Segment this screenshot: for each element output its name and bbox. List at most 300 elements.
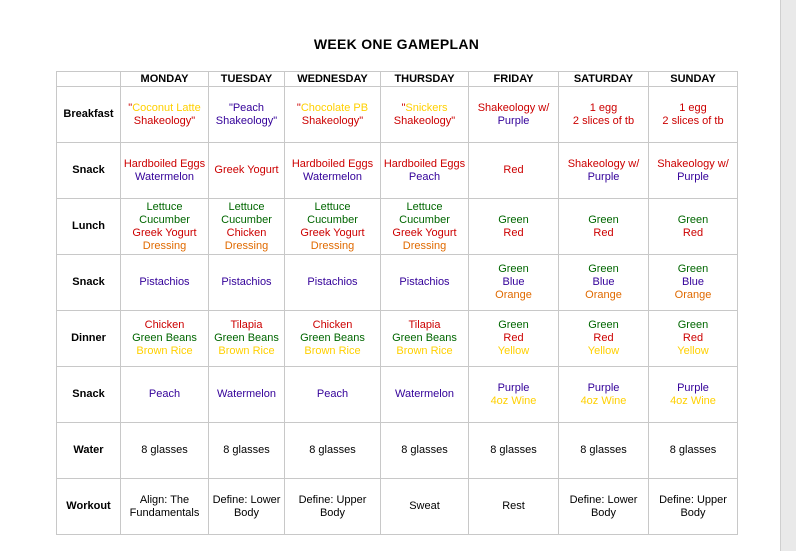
cell-line — [211, 201, 282, 214]
cell-line — [211, 214, 282, 227]
cell-text: Brown Rice — [218, 345, 275, 357]
cell-line — [561, 214, 646, 227]
cell-line — [471, 382, 556, 395]
cell-line — [287, 102, 378, 115]
cell-text: Dressing — [224, 239, 269, 252]
cell-line — [651, 115, 735, 128]
cell-text: Shakeology" — [133, 114, 196, 127]
plan-cell — [209, 367, 285, 423]
cell-text: Purple — [497, 381, 530, 394]
cell-line — [211, 332, 282, 345]
cell-line — [287, 276, 378, 289]
cell-text: Red — [503, 226, 524, 239]
cell-text: Shakeology w/ — [477, 101, 550, 114]
cell-text: Green — [677, 319, 709, 331]
cell-line — [561, 158, 646, 171]
plan-cell — [285, 199, 381, 255]
cell-line — [561, 395, 646, 408]
cell-line — [123, 201, 206, 214]
plan-cell — [381, 255, 469, 311]
plan-cell — [559, 87, 649, 143]
cell-text: Green Beans — [214, 332, 279, 344]
cell-text: Purple — [587, 170, 620, 183]
cell-line — [471, 289, 556, 302]
plan-cell — [469, 143, 559, 199]
cell-text: Green — [498, 263, 529, 275]
plan-cell — [209, 311, 285, 367]
cell-line — [651, 444, 735, 457]
plan-cell — [469, 367, 559, 423]
cell-line — [651, 214, 735, 227]
cell-text: Coconut Latte — [132, 101, 201, 114]
cell-text: Green Beans — [300, 332, 365, 344]
cell-line — [287, 214, 378, 227]
cell-line — [211, 507, 282, 520]
plan-cell — [649, 479, 738, 535]
cell-line — [651, 102, 735, 115]
plan-cell — [121, 143, 209, 199]
plan-cell — [381, 143, 469, 199]
cell-line — [287, 332, 378, 345]
cell-line — [471, 319, 556, 332]
cell-text: Hardboiled Eggs — [291, 157, 374, 170]
cell-line — [383, 201, 466, 214]
cell-text: Red — [593, 332, 614, 344]
cell-text: Purple — [677, 381, 709, 394]
cell-line — [383, 115, 466, 128]
cell-line — [471, 115, 556, 128]
cell-text: Red — [503, 164, 524, 176]
cell-text: Blue — [681, 276, 705, 288]
cell-text: Yellow — [497, 345, 530, 357]
cell-text: Purple — [677, 170, 709, 183]
plan-cell — [559, 255, 649, 311]
cell-line — [123, 388, 206, 401]
cell-line — [383, 388, 466, 401]
plan-cell — [381, 199, 469, 255]
cell-line — [287, 201, 378, 214]
corner-cell — [57, 72, 121, 87]
cell-line — [123, 102, 206, 115]
cell-text: Orange — [495, 289, 532, 301]
plan-cell — [649, 367, 738, 423]
cell-text: Peach — [316, 388, 349, 400]
cell-text: Brown Rice — [396, 345, 453, 357]
cell-line — [561, 227, 646, 240]
cell-text: Dressing — [310, 239, 355, 252]
cell-text: Define: Lower — [569, 493, 638, 506]
cell-line — [383, 102, 466, 115]
cell-line — [123, 345, 206, 358]
cell-line — [561, 171, 646, 184]
cell-line — [471, 164, 556, 177]
cell-line — [383, 276, 466, 289]
plan-cell — [121, 423, 209, 479]
cell-line — [211, 345, 282, 358]
cell-text: Watermelon — [135, 170, 194, 183]
plan-cell — [559, 311, 649, 367]
cell-line — [651, 494, 735, 507]
cell-text: Pistachios — [221, 276, 272, 288]
cell-text: Define: Upper — [659, 493, 727, 506]
cell-line — [651, 507, 735, 520]
cell-line — [287, 171, 378, 184]
cell-line — [383, 214, 466, 227]
cell-text: Align: The — [139, 493, 190, 506]
cell-line — [651, 227, 735, 240]
plan-cell — [121, 87, 209, 143]
cell-line — [471, 444, 556, 457]
plan-cell — [559, 479, 649, 535]
cell-text: Peach — [408, 170, 441, 183]
cell-line — [123, 276, 206, 289]
cell-text: Brown Rice — [136, 345, 193, 357]
cell-text: Cucumber — [221, 213, 272, 226]
cell-text: Pistachios — [139, 276, 190, 288]
plan-cell — [121, 255, 209, 311]
cell-line — [561, 345, 646, 358]
cell-line — [211, 240, 282, 253]
cell-text: "Peach — [228, 101, 265, 114]
plan-cell — [381, 479, 469, 535]
cell-text: Cucumber — [307, 213, 358, 226]
cell-line — [123, 158, 206, 171]
row-label: Workout — [57, 479, 121, 535]
cell-line — [287, 158, 378, 171]
cell-line — [471, 276, 556, 289]
cell-line — [651, 382, 735, 395]
plan-cell — [469, 87, 559, 143]
cell-text: 8 glasses — [669, 444, 717, 456]
cell-text: Green — [588, 263, 619, 275]
day-header: SATURDAY — [559, 72, 649, 87]
cell-line — [471, 332, 556, 345]
cell-text: Watermelon — [217, 388, 276, 400]
table-row — [57, 143, 738, 199]
cell-line — [471, 500, 556, 513]
plan-cell — [209, 87, 285, 143]
cell-text: Yellow — [677, 345, 709, 357]
cell-text: 1 egg — [589, 101, 618, 114]
table-row — [57, 311, 738, 367]
plan-cell — [381, 367, 469, 423]
cell-text: Sweat — [409, 500, 440, 512]
plan-cell — [469, 255, 559, 311]
cell-line — [211, 102, 282, 115]
cell-line — [123, 171, 206, 184]
cell-line — [471, 395, 556, 408]
cell-text: Chocolate PB — [300, 101, 369, 114]
cell-text: Body — [680, 506, 706, 519]
cell-line — [471, 227, 556, 240]
cell-text: Chicken — [312, 319, 353, 331]
cell-text: 8 glasses — [309, 444, 356, 456]
cell-text: Purple — [497, 114, 530, 127]
cell-text: 8 glasses — [401, 444, 448, 456]
cell-line — [561, 276, 646, 289]
plan-cell — [649, 255, 738, 311]
day-header: THURSDAY — [381, 72, 469, 87]
cell-line — [561, 332, 646, 345]
plan-cell — [381, 311, 469, 367]
plan-cell — [209, 143, 285, 199]
plan-cell — [649, 199, 738, 255]
cell-text: Snickers — [405, 101, 448, 114]
plan-cell — [649, 87, 738, 143]
cell-text: Yellow — [587, 345, 620, 357]
cell-text: " — [296, 101, 301, 114]
table-row — [57, 367, 738, 423]
cell-text: Green — [588, 213, 619, 226]
cell-line — [651, 158, 735, 171]
cell-line — [211, 388, 282, 401]
cell-line — [287, 494, 378, 507]
plan-cell — [209, 199, 285, 255]
plan-cell — [381, 87, 469, 143]
cell-line — [123, 227, 206, 240]
cell-line — [211, 164, 282, 177]
cell-text: Red — [682, 332, 704, 344]
cell-text: 4oz Wine — [580, 394, 627, 407]
cell-line — [287, 240, 378, 253]
cell-text: Brown Rice — [304, 345, 361, 357]
cell-text: Greek Yogurt — [214, 164, 279, 176]
cell-text: Greek Yogurt — [392, 226, 457, 239]
cell-text: Watermelon — [303, 170, 362, 183]
cell-line — [561, 319, 646, 332]
cell-text: Greek Yogurt — [300, 226, 365, 239]
plan-cell — [469, 199, 559, 255]
cell-line — [651, 289, 735, 302]
cell-text: Green — [677, 263, 709, 275]
cell-line — [651, 395, 735, 408]
plan-cell — [559, 367, 649, 423]
cell-text: Lettuce — [406, 200, 443, 213]
plan-cell — [285, 311, 381, 367]
cell-line — [561, 289, 646, 302]
cell-line — [383, 332, 466, 345]
cell-line — [287, 388, 378, 401]
plan-cell — [469, 311, 559, 367]
cell-text: Cucumber — [399, 213, 450, 226]
day-header: SUNDAY — [649, 72, 738, 87]
plan-cell — [285, 255, 381, 311]
cell-text: Lettuce — [146, 200, 183, 213]
plan-cell — [285, 143, 381, 199]
cell-text: Pistachios — [307, 276, 358, 288]
cell-line — [211, 444, 282, 457]
plan-cell — [121, 479, 209, 535]
cell-line — [471, 263, 556, 276]
cell-text: 8 glasses — [580, 444, 627, 456]
cell-text: Greek Yogurt — [132, 226, 197, 239]
plan-cell — [121, 199, 209, 255]
cell-text: Green — [677, 213, 709, 226]
cell-line — [561, 444, 646, 457]
cell-text: Purple — [587, 381, 620, 394]
day-header: TUESDAY — [209, 72, 285, 87]
plan-cell — [285, 479, 381, 535]
cell-line — [651, 345, 735, 358]
cell-line — [287, 345, 378, 358]
table-row — [57, 255, 738, 311]
cell-line — [651, 263, 735, 276]
cell-text: Pistachios — [399, 276, 450, 288]
cell-line — [561, 382, 646, 395]
cell-text: Body — [590, 506, 617, 519]
cell-line — [123, 507, 206, 520]
meal-plan-table — [56, 71, 738, 535]
cell-text: 2 slices of tb — [572, 114, 635, 127]
day-header: WEDNESDAY — [285, 72, 381, 87]
cell-text: Orange — [585, 289, 622, 301]
cell-line — [211, 494, 282, 507]
cell-text: Hardboiled Eggs — [123, 157, 206, 170]
cell-text: Chicken — [144, 319, 185, 331]
cell-text: Peach — [148, 388, 181, 400]
cell-text: Define: Lower — [212, 493, 281, 506]
table-row — [57, 199, 738, 255]
cell-text: Rest — [502, 500, 525, 512]
cell-line — [211, 319, 282, 332]
cell-line — [383, 444, 466, 457]
cell-line — [211, 276, 282, 289]
row-label: Water — [57, 423, 121, 479]
plan-cell — [649, 423, 738, 479]
cell-text: Green — [498, 319, 529, 331]
table-row — [57, 87, 738, 143]
plan-cell — [121, 367, 209, 423]
cell-line — [471, 345, 556, 358]
cell-text: Red — [593, 226, 614, 239]
cell-text: Blue — [592, 276, 615, 288]
cell-line — [211, 227, 282, 240]
plan-cell — [469, 479, 559, 535]
plan-cell — [121, 311, 209, 367]
cell-line — [123, 115, 206, 128]
cell-text: Watermelon — [395, 388, 454, 400]
cell-text: Orange — [674, 289, 712, 301]
cell-line — [383, 319, 466, 332]
cell-text: " — [128, 101, 133, 114]
plan-cell — [285, 423, 381, 479]
cell-line — [561, 263, 646, 276]
cell-line — [561, 494, 646, 507]
cell-line — [123, 444, 206, 457]
cell-line — [471, 102, 556, 115]
cell-line — [383, 500, 466, 513]
cell-text: 4oz Wine — [670, 394, 716, 407]
row-label: Breakfast — [57, 87, 121, 143]
cell-text: Dressing — [142, 239, 187, 252]
cell-text: Chicken — [226, 226, 267, 239]
cell-text: Shakeology" — [301, 114, 364, 127]
row-label: Snack — [57, 367, 121, 423]
page-title: WEEK ONE GAMEPLAN — [313, 36, 480, 52]
cell-line — [123, 214, 206, 227]
cell-line — [287, 319, 378, 332]
cell-text: Body — [233, 506, 260, 519]
cell-line — [123, 319, 206, 332]
cell-line — [287, 444, 378, 457]
cell-line — [471, 214, 556, 227]
table-row — [57, 479, 738, 535]
plan-cell — [209, 423, 285, 479]
cell-line — [383, 227, 466, 240]
cell-text: Green Beans — [132, 332, 197, 344]
day-header: MONDAY — [121, 72, 209, 87]
cell-text: 2 slices of tb — [662, 114, 724, 127]
cell-text: 8 glasses — [223, 444, 270, 456]
cell-line — [123, 332, 206, 345]
cell-line — [383, 171, 466, 184]
header-row — [57, 72, 738, 87]
cell-line — [383, 158, 466, 171]
cell-text: Define: Upper — [298, 493, 367, 506]
cell-text: 1 egg — [679, 101, 707, 114]
cell-line — [561, 102, 646, 115]
cell-text: Lettuce — [314, 200, 351, 213]
cell-line — [651, 276, 735, 289]
cell-text: Cucumber — [139, 213, 190, 226]
window-edge — [780, 0, 796, 551]
cell-line — [561, 507, 646, 520]
plan-cell — [649, 311, 738, 367]
cell-line — [651, 319, 735, 332]
cell-text: Red — [682, 226, 704, 239]
cell-text: Red — [503, 332, 524, 344]
cell-line — [651, 332, 735, 345]
cell-line — [287, 115, 378, 128]
cell-text: Dressing — [402, 239, 447, 252]
cell-line — [211, 115, 282, 128]
cell-line — [383, 240, 466, 253]
cell-line — [383, 345, 466, 358]
cell-text: Lettuce — [228, 200, 265, 213]
cell-text: Green — [588, 319, 619, 331]
plan-cell — [469, 423, 559, 479]
cell-line — [287, 227, 378, 240]
cell-text: 8 glasses — [490, 444, 537, 456]
row-label: Dinner — [57, 311, 121, 367]
cell-text: Shakeology" — [393, 114, 456, 127]
row-label: Snack — [57, 143, 121, 199]
row-label: Lunch — [57, 199, 121, 255]
plan-cell — [285, 87, 381, 143]
cell-text: Shakeology" — [215, 114, 278, 127]
cell-text: Shakeology w/ — [567, 157, 640, 170]
cell-text: Hardboiled Eggs — [383, 157, 466, 170]
cell-line — [123, 494, 206, 507]
plan-cell — [649, 143, 738, 199]
day-header: FRIDAY — [469, 72, 559, 87]
cell-text: Fundamentals — [129, 506, 200, 519]
plan-cell — [209, 479, 285, 535]
cell-text: Green Beans — [392, 332, 457, 344]
cell-text: Blue — [502, 276, 525, 288]
plan-cell — [209, 255, 285, 311]
cell-line — [561, 115, 646, 128]
cell-text: Body — [319, 506, 346, 519]
cell-text: Tilapia — [408, 319, 441, 331]
cell-text: Tilapia — [230, 319, 263, 331]
cell-text: Shakeology w/ — [657, 157, 729, 170]
cell-text: 4oz Wine — [490, 394, 537, 407]
plan-cell — [559, 423, 649, 479]
cell-text: Green — [498, 213, 529, 226]
cell-line — [123, 240, 206, 253]
plan-cell — [381, 423, 469, 479]
